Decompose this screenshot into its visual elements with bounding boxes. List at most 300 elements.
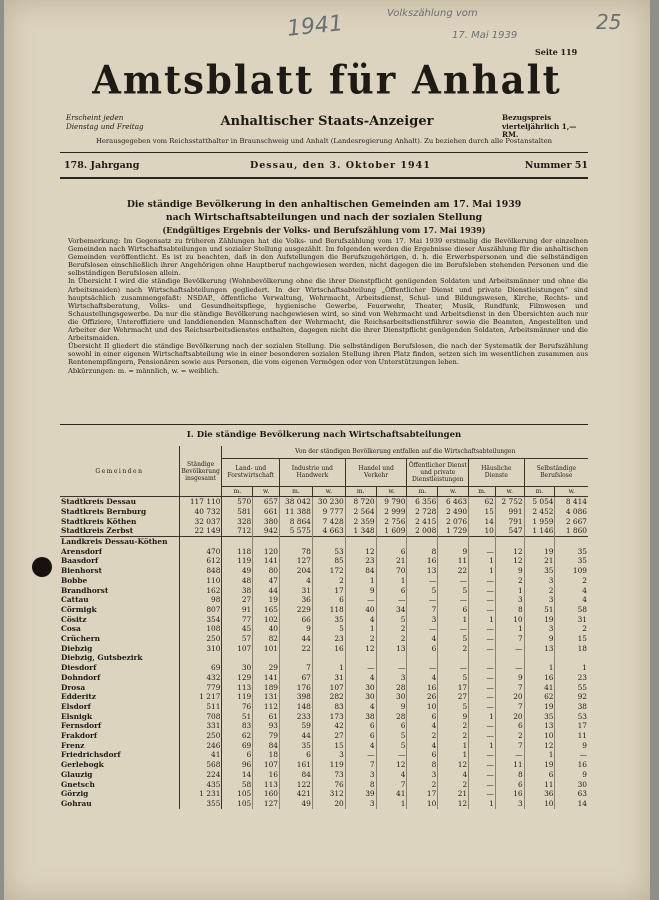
table-cell: 657 [253,497,280,507]
row-label: Arensdorf [61,546,103,556]
table-cell: 49 [222,566,253,576]
row-label: Cörmigk [61,604,97,614]
table-cell: 581 [222,507,253,517]
table-cell: 44 [279,731,312,741]
table-cell: 84 [253,741,280,751]
divider [60,152,588,153]
table-cell [495,537,524,547]
table-cell: 250 [179,731,222,741]
table-cell [253,653,280,663]
table-cell: 7 [407,605,438,615]
table-cell [312,537,345,547]
table-cell: 129 [222,673,253,683]
table-cell: 8 [495,770,524,780]
table-cell: 5 [438,673,469,683]
header-m: m. [469,486,496,497]
table-cell: 85 [312,556,345,566]
table-cell: 6 [222,750,253,760]
row-label: Landkreis Dessau-Köthen [60,537,179,547]
table-cell: 6 [376,547,407,557]
table-cell: — [469,673,496,683]
table-cell: 312 [312,789,345,799]
table-cell: 1 [376,799,407,809]
table-cell: 4 086 [555,507,588,517]
table-cell: 991 [495,507,524,517]
table-cell: 9 [438,547,469,557]
header-w: w. [495,486,524,497]
table-cell: 224 [179,770,222,780]
table-cell: 32 037 [179,517,222,527]
table-cell: 12 [345,644,376,654]
table-row [60,517,588,527]
row-label: Gnetsch [61,779,95,789]
row-label: Gerlebogk [61,760,104,770]
table-row [60,780,588,790]
publisher-line: Herausgegeben vom Reichsstatthalter in Braunschweig und Anhalt (Landesregierung Anhalt). Zu beziehen durch alle Postanstalten [95,137,553,145]
table-cell: 1 [376,576,407,586]
table-cell: 160 [253,789,280,799]
table-cell: 1 348 [345,526,376,536]
table-cell: 7 [345,760,376,770]
table-cell: — [407,595,438,605]
table-cell: 76 [312,780,345,790]
table-cell: 4 [279,576,312,586]
table-cell: — [469,770,496,780]
table-cell: 2 [555,624,588,634]
table-cell: 2 [438,721,469,731]
table-cell: 4 [345,615,376,625]
table-cell: 40 [345,605,376,615]
table-cell: 69 [179,663,222,673]
table-cell: 6 356 [407,497,438,507]
paragraph: In Übersicht I wird die ständige Bevölkerung (Wohnbevölkerung ohne die ihrer Dienstpflicht genügenden Soldaten und Arbeitsmänner und ohne die Arbeitsmaiden) nach Wirtschaftsabteilungen gegliedert. In der Wirtschaftsabteilung „Öffentlicher Dienst und private Dienstleistungen“ sind hauptsächlich zusammengefaßt: NSDAP., öffentliche Verwaltung, Wehrmacht, Arbeitsdienst, Schul- und Bildungswesen, Kirche, Rechts- und Wirtschaftsberatung, Volks- und Gesundheitspflege, hygienische Gewerbe, Feuerwehr, Theater, Musik, Rundfunk, Filmwesen und Schaustellungsgewerbe. Da nur die ständige Bevölkerung nachgewiesen wird, so sind von Wehrmacht und Arbeitsdienst in den Übersichten auch nur die Offiziere, Unteroffiziere und landdienenden Mannschaften der Wehrmacht, die Reichsarbeitsdienstführer sowie die Beamten, Angestellten und Arbeiter der Wehrmacht und des Reichsarbeitsdienstes enthalten, dagegen nicht die ihrer Dienstpflicht genügenden Soldaten, Arbeitsmänner und die Arbeitsmaiden. [68,277,588,343]
table-cell: 17 [312,586,345,596]
table-cell: 4 [376,770,407,780]
table-cell: 59 [279,721,312,731]
table-cell: 1 [524,750,555,760]
table-cell: 9 [555,770,588,780]
table-cell [469,653,496,663]
table-cell: 107 [222,644,253,654]
table-cell: 355 [179,799,222,809]
table-cell: 2 452 [524,507,555,517]
paragraph: Vorbemerkung: Im Gegensatz zu früheren Zählungen hat die Volks- und Berufszählung vom 17. Mai 1939 erstmalig die Bevölkerung der einzelnen Gemeinden nach Wirtschaftsabteilungen und sozialer Stellung ausgezählt. Im folgenden werden die Ergebnisse dieser Auszählung für die anhaltischen Gemeinden veröffentlicht. Es ist zu beachten, daß in den Aufstellungen die Berufszugehörigen, d. h. die Erwerbspersonen und die selbständigen Berufslosen einschließlich ihrer Angehörigen ohne Hauptberuf nachgewiesen werden, nicht dagegen die im Berufsleben stehenden Personen und die selbständigen Berufslosen allein. [68,237,588,278]
table-cell: — [407,663,438,673]
table-row [60,586,588,596]
punch-hole [32,557,52,577]
table-cell: 118 [222,547,253,557]
table-cell: 48 [222,576,253,586]
row-label: Elsnigk [61,711,93,721]
table-cell: 470 [179,547,222,557]
header-w: w. [555,486,588,497]
table-cell: 2 564 [345,507,376,517]
header-independent: Selbständige Berufslose [524,458,588,486]
table-cell: 9 [279,624,312,634]
table-cell: 4 [345,741,376,751]
table-cell: 8 864 [279,517,312,527]
table-row [60,576,588,586]
table-row [60,702,588,712]
handwritten-page-number: 25 [596,10,622,34]
table-cell: 4 [345,702,376,712]
table-cell [279,537,312,547]
table-cell: 10 [495,615,524,625]
table-cell: 31 [279,586,312,596]
table-cell: 6 463 [438,497,469,507]
table-cell: — [469,702,496,712]
header-domestic: Häusliche Dienste [469,458,525,486]
table-cell: 161 [279,760,312,770]
handwritten-year: 1941 [285,11,345,42]
table-cell: 131 [253,692,280,702]
table-cell: 118 [312,605,345,615]
table-cell: 41 [376,789,407,799]
row-label: Fernsdorf [61,721,102,731]
newspaper-page [4,0,650,900]
table-cell: 5 575 [279,526,312,536]
table-cell: 18 [253,750,280,760]
table-row [60,507,588,517]
issue-number: Nummer 51 [524,160,588,171]
volume: 178. Jahrgang [64,160,140,171]
table-cell: 547 [495,526,524,536]
table-cell: 35 [555,547,588,557]
row-label: Crüchern [61,634,100,644]
table-title: I. Die ständige Bevölkerung nach Wirtschaftsabteilungen [186,430,462,440]
header-m: m. [222,486,253,497]
header-w: w. [253,486,280,497]
table-cell: 233 [279,712,312,722]
table-cell: 16 [253,770,280,780]
table-cell: 83 [312,702,345,712]
table-cell: 5 054 [524,497,555,507]
table-cell: 66 [279,615,312,625]
table-cell [524,653,555,663]
table-cell: 20 [495,692,524,702]
table-cell: 2 [495,576,524,586]
subscription-price: Bezugspreis vierteljährlich 1,— RM. [502,113,577,139]
table-cell: 2 999 [376,507,407,517]
table-cell: 69 [222,741,253,751]
table-cell: 9 [555,741,588,751]
table-cell: 12 [495,547,524,557]
table-cell: 39 [345,789,376,799]
table-cell: 10 [469,526,496,536]
table-cell: 2 756 [376,517,407,527]
row-label: Dohndorf [61,672,101,682]
table-cell: — [469,586,496,596]
row-label: Cösitz [61,614,87,624]
table-cell: 17 [438,683,469,693]
table-cell: — [345,663,376,673]
table-cell: 127 [279,556,312,566]
table-cell: 15 [312,741,345,751]
table-cell: 5 [438,586,469,596]
table-cell: 5 [312,624,345,634]
table-cell: 44 [279,634,312,644]
table-cell: 120 [253,547,280,557]
table-cell: 38 [555,702,588,712]
table-cell: 13 [524,721,555,731]
table-cell: — [495,750,524,760]
article-title: Die ständige Bevölkerung in den anhaltischen Gemeinden am 17. Mai 1939 [126,199,522,210]
table-cell: 84 [279,770,312,780]
table-cell: 2 415 [407,517,438,527]
table-cell: 11 [524,780,555,790]
table-cell: 113 [222,683,253,693]
row-label: Stadtkreis Zerbst [61,526,134,536]
table-cell: 23 [555,673,588,683]
table-cell: 2 667 [555,517,588,527]
table-cell: 6 [345,731,376,741]
table-cell: 109 [555,566,588,576]
table-cell: 19 [524,702,555,712]
table-row [60,683,588,693]
table-cell: 1 231 [179,789,222,799]
row-label: Stadtkreis Dessau [61,497,136,507]
table-cell: 20 [495,712,524,722]
table-cell: 62 [469,497,496,507]
table-cell: 58 [222,780,253,790]
table-cell: 101 [253,644,280,654]
table-cell: 31 [312,673,345,683]
table-cell: 511 [179,702,222,712]
table-cell: 27 [312,731,345,741]
divider [60,177,588,179]
table-cell: 16 [407,556,438,566]
table-cell: 328 [222,517,253,527]
table-cell: 119 [222,556,253,566]
table-cell: 35 [312,615,345,625]
header-w: w. [312,486,345,497]
table-cell: 6 [495,780,524,790]
table-cell: 1 [469,712,496,722]
table-cell: 791 [495,517,524,527]
table-cell: 3 [312,750,345,760]
table-cell: 1 [345,624,376,634]
row-label: Frakdorf [61,731,98,741]
table-cell: 79 [253,731,280,741]
table-cell: 58 [555,605,588,615]
table-cell: 15 [469,507,496,517]
table-cell: 173 [312,712,345,722]
table-cell: 36 [524,789,555,799]
table-cell: 807 [179,605,222,615]
table-cell: 22 149 [179,526,222,536]
header-agriculture: Land- und Forstwirtschaft [222,458,280,486]
row-label: Diesdorf [61,663,97,673]
table-row [60,556,588,566]
table-cell: 9 790 [376,497,407,507]
table-cell: 9 [495,673,524,683]
table-cell: 53 [555,712,588,722]
table-cell: 41 [524,683,555,693]
table-cell: 10 [524,731,555,741]
table-cell: 17 [407,789,438,799]
table-cell: 10 [524,799,555,809]
table-cell: 16 [407,683,438,693]
table-cell: 9 [495,566,524,576]
table-cell: — [495,663,524,673]
table-cell: — [469,644,496,654]
table-cell: 1 217 [179,692,222,702]
table-cell: 110 [179,576,222,586]
row-label: Edderitz [61,692,96,702]
header-m: m. [407,486,438,497]
table-cell: — [376,663,407,673]
table-cell: 8 414 [555,497,588,507]
table-cell: 3 [495,799,524,809]
row-label: Stadtkreis Köthen [61,516,137,526]
table-cell: 105 [222,789,253,799]
table-cell: 1 959 [524,517,555,527]
table-cell: 246 [179,741,222,751]
table-cell: 354 [179,615,222,625]
table-cell [279,653,312,663]
table-cell: 1 [495,586,524,596]
row-label: Bienhorst [61,566,102,576]
table-cell [345,537,376,547]
table-cell: 127 [253,799,280,809]
table-cell: — [438,595,469,605]
table-cell: 6 [312,595,345,605]
table-cell: 9 [524,634,555,644]
table-cell: 7 428 [312,517,345,527]
row-label: Elsdorf [61,701,91,711]
row-label: Diebzig, Gutsbezirk [61,653,143,663]
paragraph: Übersicht II gliedert die ständige Bevölkerung nach der sozialen Stellung. Die selbständigen Berufslosen, die nach der Systematik der Berufszählung sowohl in einer eigenen Wirtschaftsabteilung wie in einer besonderen sozialen Stellung ihren Platz finden, setzen sich im wesentlichen zusammen aus Rentenempfängern, Pensionären sowie aus Personen, die vom eigenen Vermögen oder von Unterstützungen leben. [68,342,588,367]
table-cell: 7 [495,683,524,693]
row-label: Görzig [61,789,89,799]
table-cell: 1 [469,556,496,566]
table-cell: 4 [438,770,469,780]
table-cell: 38 [345,712,376,722]
table-cell: 34 [376,605,407,615]
table-row [60,721,588,731]
header-group: Von der ständigen Bevölkerung entfallen auf die Wirtschaftsabteilungen [222,446,588,458]
table-cell: 23 [345,556,376,566]
table-cell: 83 [222,721,253,731]
table-cell: 661 [253,507,280,517]
table-cell: 57 [222,634,253,644]
header-m: m. [279,486,312,497]
table-cell: 28 [376,683,407,693]
table-cell: — [438,624,469,634]
table-cell: 421 [279,789,312,799]
table-cell: 162 [179,586,222,596]
table-cell: 6 [407,712,438,722]
table-cell: 61 [253,712,280,722]
table-cell: 28 [376,712,407,722]
paragraph: Abkürzungen: m. = männlich, w. = weiblich. [68,366,220,375]
table-cell: 435 [179,780,222,790]
table-cell: 4 [407,741,438,751]
table-cell: 36 [279,595,312,605]
table-row [60,741,588,751]
table-cell: 40 732 [179,507,222,517]
table-cell: 16 [312,644,345,654]
table-cell: — [345,750,376,760]
table-cell: 47 [253,576,280,586]
table-cell: 35 [524,712,555,722]
table-cell: 80 [253,566,280,576]
table-cell: 204 [279,566,312,576]
table-cell: 612 [179,556,222,566]
table-cell: 8 [345,780,376,790]
table-cell: — [376,595,407,605]
table-row [60,712,588,722]
table-cell: 9 [438,712,469,722]
table-cell: 6 [407,750,438,760]
table-cell: 30 230 [312,497,345,507]
table-cell: 22 [279,644,312,654]
table-cell: 2 [438,644,469,654]
table-cell: 5 [376,731,407,741]
table-cell: 176 [279,683,312,693]
table-cell: 107 [312,683,345,693]
handwritten-note-1: Volkszählung vom [387,8,478,19]
table-cell: 92 [555,692,588,702]
article-source: (Endgültiges Ergebnis der Volks- und Berufszählung vom 17. Mai 1939) [162,225,486,235]
table-cell: 1 146 [524,526,555,536]
table-cell: 41 [179,750,222,760]
table-cell: 1 [438,741,469,751]
table-cell: — [555,750,588,760]
table-cell: 13 [407,566,438,576]
table-cell: 380 [253,517,280,527]
table-cell: — [345,595,376,605]
table-cell: 2 490 [438,507,469,517]
table-cell: 7 [376,780,407,790]
table-cell: 2 [376,624,407,634]
table-cell: 5 [438,634,469,644]
table-cell: 11 [555,731,588,741]
masthead-title: Amtsblatt für Anhalt [92,56,562,104]
table-cell: 102 [253,615,280,625]
table-row [60,624,588,634]
table-cell: 2 008 [407,526,438,536]
table-cell: 3 [376,673,407,683]
table-cell [222,653,253,663]
table-cell: 22 [438,566,469,576]
table-cell [524,537,555,547]
table-cell: 6 [376,721,407,731]
table-cell: 148 [279,702,312,712]
table-cell: 29 [253,663,280,673]
table-cell [222,537,253,547]
table-cell: 12 [438,760,469,770]
table-cell: 63 [555,789,588,799]
table-cell: 568 [179,760,222,770]
table-cell: 6 [438,605,469,615]
table-cell: 77 [222,615,253,625]
table-cell: 8 [407,760,438,770]
table-cell: 4 [345,673,376,683]
table-cell: 11 [495,760,524,770]
table-cell [555,537,588,547]
table-cell: 12 [524,741,555,751]
table-cell: 141 [253,556,280,566]
header-m: m. [524,486,555,497]
table-cell: 7 [495,634,524,644]
table-row [60,537,588,547]
table-cell: 31 [555,615,588,625]
table-cell: 62 [524,692,555,702]
table-cell: 2 [407,780,438,790]
table-cell: 30 [555,780,588,790]
table-cell: 23 [312,634,345,644]
